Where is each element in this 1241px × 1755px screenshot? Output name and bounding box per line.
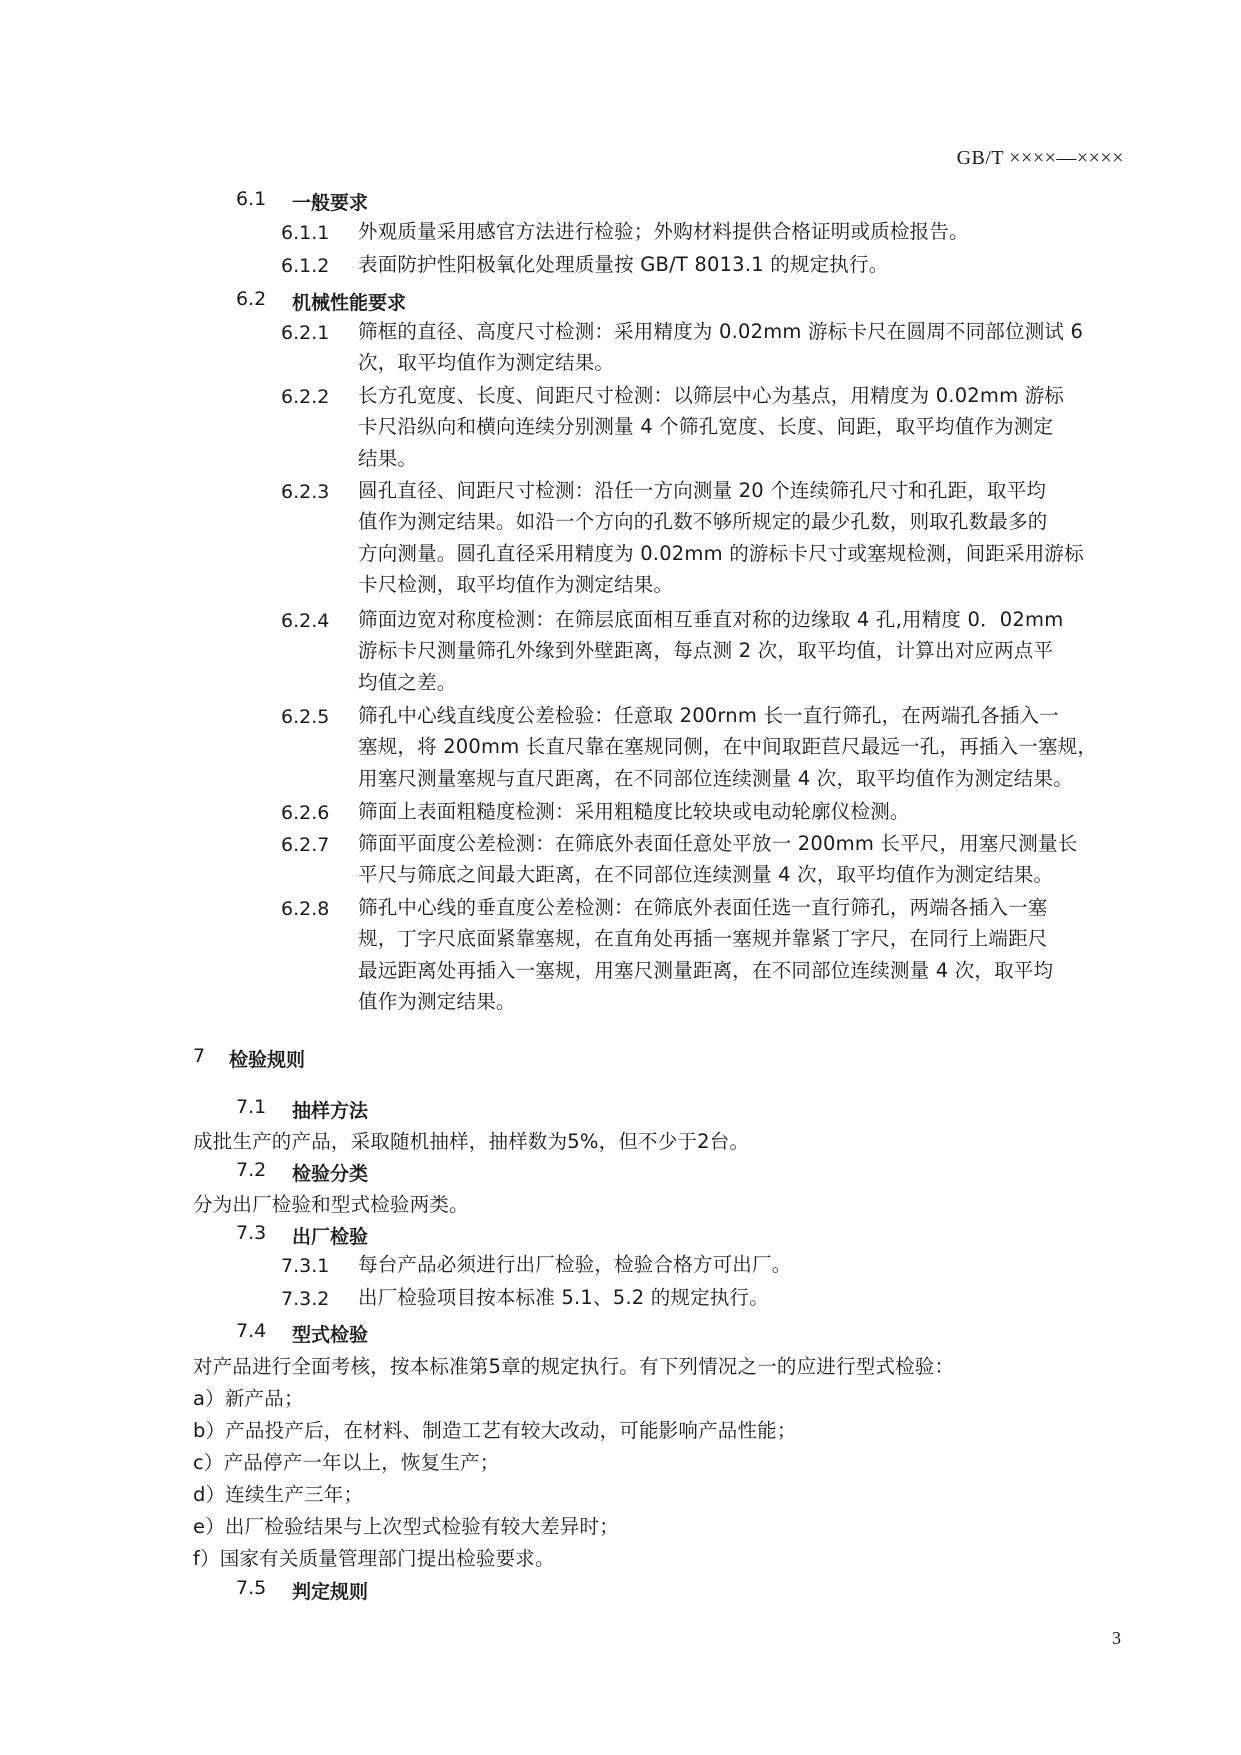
chapter-7-number: 7	[193, 1045, 206, 1067]
section-6-1-title: 一般要求	[292, 192, 369, 214]
list-item: f）国家有关质量管理部门提出检验要求。	[193, 1547, 555, 1570]
section-7-3-number: 7.3	[236, 1222, 267, 1244]
clause-line: 筛孔中心线的垂直度公差检测：在筛底外表面任选一直行筛孔，两端各插入一塞	[358, 896, 1048, 919]
clause-line: 均值之差。	[358, 670, 457, 694]
clause-line: 值作为测定结果。如沿一个方向的孔数不够所规定的最少孔数，则取孔数最多的	[358, 510, 1048, 534]
section-7-4-title: 型式检验	[292, 1324, 369, 1346]
clause-line: 筛孔中心线直线度公差检验：任意取 200rnm 长一直行筛孔，在两端孔各插入一	[358, 704, 1059, 727]
clause-number: 6.2.5	[281, 706, 330, 728]
clause-line: 圆孔直径、间距尺寸检测：沿任一方向测量 20 个连续筛孔尺寸和孔距，取平均	[358, 479, 1047, 502]
clause-line: 筛面平面度公差检测：在筛底外表面任意处平放一 200mm 长平尺，用塞尺测量长	[358, 832, 1078, 855]
clause-line: 最远距离处再插入一塞规，用塞尺测量距离，在不同部位连续测量 4 次，取平均	[358, 958, 1054, 982]
section-7-1-title: 抽样方法	[292, 1100, 369, 1122]
clause-line: 卡尺检测，取平均值作为测定结果。	[358, 572, 674, 596]
clause-number: 6.2.3	[281, 481, 330, 503]
clause-line: 规，丁字尺底面紧靠塞规，在直角处再插一塞规并靠紧丁字尺，在同行上端距尺	[358, 927, 1048, 951]
clause-text: 出厂检验项目按本标准 5.1、5.2 的规定执行。	[358, 1286, 769, 1309]
list-item: b）产品投产后，在材料、制造工艺有较大改动，可能影响产品性能；	[193, 1419, 797, 1442]
standard-code: GB/T ××××—××××	[956, 147, 1124, 169]
clause-number: 7.3.2	[281, 1288, 330, 1310]
clause-number: 6.2.2	[281, 386, 330, 408]
clause-text	[358, 700, 1128, 794]
clause-text	[358, 380, 1128, 474]
clause-number: 6.1.1	[281, 222, 330, 244]
clause-text	[358, 828, 1128, 891]
clause-number: 6.2.7	[281, 834, 330, 856]
clause-line: 用塞尺测量塞规与直尺距离，在不同部位连续测量 4 次，取平均值作为测定结果。	[358, 766, 1073, 790]
section-7-1-number: 7.1	[236, 1096, 267, 1118]
section-7-5-title: 判定规则	[292, 1581, 369, 1603]
clause-text: 外观质量采用感官方法进行检验；外购材料提供合格证明或质检报告。	[358, 220, 969, 243]
clause-line: 筛框的直径、高度尺寸检测：采用精度为 0.02mm 游标卡尺在圆周不同部位测试 6	[358, 320, 1084, 343]
section-6-2-number: 6.2	[236, 288, 267, 310]
clause-number: 6.2.6	[281, 802, 330, 824]
clause-text	[358, 796, 1128, 827]
clause-number: 6.2.8	[281, 898, 330, 920]
section-6-1-number: 6.1	[236, 188, 267, 210]
clause-text	[358, 892, 1128, 1017]
section-7-2-number: 7.2	[236, 1159, 267, 1181]
body-paragraph: 成批生产的产品，采取随机抽样，抽样数为5%，但不少于2台。	[193, 1130, 750, 1153]
section-7-2-title: 检验分类	[292, 1163, 369, 1185]
body-paragraph: 分为出厂检验和型式检验两类。	[193, 1193, 469, 1216]
clause-line: 值作为测定结果。	[358, 989, 516, 1013]
clause-line: 长方孔宽度、长度、间距尺寸检测：以筛层中心为基点，用精度为 0.02mm 游标	[358, 384, 1065, 407]
chapter-7-title: 检验规则	[229, 1049, 306, 1071]
clause-line: 次，取平均值作为测定结果。	[358, 351, 615, 375]
clause-line: 游标卡尺测量筛孔外缘到外壁距离，每点测 2 次，取平均值，计算出对应两点平	[358, 639, 1054, 663]
clause-line: 筛面边宽对称度检测：在筛层底面相互垂直对称的边缘取 4 孔,用精度 0．02mm	[358, 608, 1064, 631]
clause-text: 表面防护性阳极氧化处理质量按 GB/T 8013.1 的规定执行。	[358, 253, 889, 276]
clause-text	[358, 475, 1128, 600]
clause-line: 结果。	[358, 446, 418, 470]
list-item: d）连续生产三年；	[193, 1483, 364, 1506]
clause-line: 塞规，将 200mm 长直尺靠在塞规同侧，在中间取距苣尺最远一孔，再插入一塞规，	[358, 735, 1098, 759]
clause-text	[358, 604, 1128, 698]
section-7-4-number: 7.4	[236, 1320, 267, 1342]
list-item: e）出厂检验结果与上次型式检验有较大差异时；	[193, 1515, 619, 1538]
list-item: a）新产品；	[193, 1387, 304, 1410]
clause-text	[358, 316, 1128, 379]
clause-line: 卡尺沿纵向和横向连续分别测量 4 个筛孔宽度、长度、间距，取平均值作为测定	[358, 415, 1054, 439]
clause-text: 每台产品必须进行出厂检验，检验合格方可出厂。	[358, 1253, 792, 1276]
clause-line: 平尺与筛底之间最大距离，在不同部位连续测量 4 次，取平均值作为测定结果。	[358, 863, 1054, 887]
clause-line: 筛面上表面粗糙度检测：采用粗糙度比较块或电动轮廓仪检测。	[358, 800, 910, 823]
page-number: 3	[1112, 1628, 1121, 1648]
clause-number: 6.2.4	[281, 610, 330, 632]
clause-line: 方向测量。圆孔直径采用精度为 0.02mm 的游标卡尺寸或塞规检测，间距采用游标	[358, 541, 1084, 565]
section-7-3-title: 出厂检验	[292, 1226, 369, 1248]
section-7-5-number: 7.5	[236, 1577, 267, 1599]
clause-number: 6.2.1	[281, 322, 330, 344]
clause-number: 6.1.2	[281, 255, 330, 277]
body-paragraph: 对产品进行全面考核，按本标准第5章的规定执行。有下列情况之一的应进行型式检验：	[193, 1355, 955, 1378]
section-6-2-title: 机械性能要求	[292, 292, 407, 314]
clause-number: 7.3.1	[281, 1255, 330, 1277]
list-item: c）产品停产一年以上，恢复生产；	[193, 1451, 500, 1474]
